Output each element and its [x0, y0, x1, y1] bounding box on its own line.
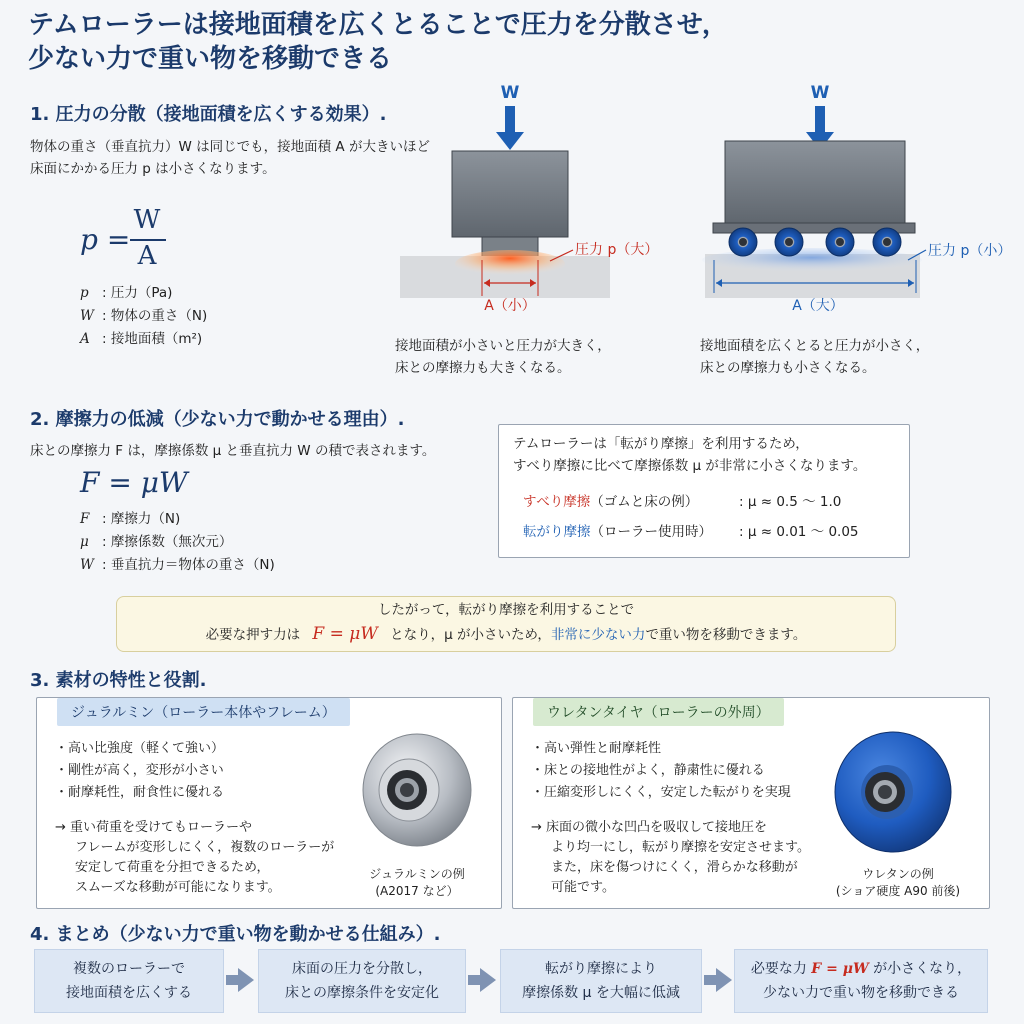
duralumin-note: → 重い荷重を受けてもローラーや フレームが変形しにくく，複数のローラーが 安定して荷重を分担できるため， スムーズな移動が可能になります。	[55, 820, 335, 895]
legend-row-w2: W : 垂直抗力＝物体の重さ（N)	[80, 557, 275, 573]
summary-step-3: 転がり摩擦により 摩擦係数 μ を大幅に低減	[500, 949, 702, 1013]
heavy-block-on-rollers	[725, 141, 905, 224]
area-label-small: A（小）	[484, 298, 536, 314]
conclusion-line-2: 必要な押す力は F = μW となり，μ が小さいため，非常に少ない力で重い物を移動できます。	[205, 624, 807, 644]
section-2-desc: 床との摩擦力 F は，摩擦係数 μ と垂直抗力 W の積で表されます。	[30, 443, 436, 459]
summary-step-2: 床面の圧力を分散し， 床との摩擦条件を安定化	[258, 949, 466, 1013]
weight-label-left: W	[500, 83, 520, 103]
legend-row-a: A : 接地面積（m²)	[80, 331, 203, 347]
section-1-desc-line-2: 床面にかかる圧力 p は小さくなります。	[30, 161, 276, 177]
section-1-desc-line-1: 物体の重さ（垂直抗力）W は同じでも，接地面積 A が大きいほど	[30, 139, 430, 155]
friction-comparison-box	[498, 424, 910, 558]
title-line-2: 少ない力で重い物を移動できる	[28, 44, 393, 74]
pressure-label-small: 圧力 p（小）	[928, 243, 1012, 259]
urethane-bullets: ・高い弾性と耐摩耗性 ・床との接地性がよく，静粛性に優れる ・圧縮変形しにくく，安定した転がりを実現	[531, 741, 791, 800]
box-line-2: すべり摩擦に比べて摩擦係数 μ が非常に小さくなります。	[513, 458, 867, 474]
urethane-image-caption: ウレタンの例 (ショア硬度 A90 前後)	[835, 867, 961, 898]
legend-row-w: W : 物体の重さ（N)	[80, 308, 208, 324]
legend-row-f: F : 摩擦力（N)	[80, 511, 181, 527]
large-area-caption: 接地面積を広くとると圧力が小さく， 床との摩擦力も小さくなる。	[700, 338, 930, 376]
duralumin-bullets: ・高い比強度（軽くて強い） ・剛性が高く，変形が小さい ・耐摩耗性，耐食性に優れる	[55, 741, 225, 800]
pressure-label-large: 圧力 p（大）	[575, 242, 659, 258]
arrow-right-icon	[468, 968, 496, 992]
summary-step-1: 複数のローラーで 接地面積を広くする	[34, 949, 224, 1013]
pressure-formula	[80, 205, 200, 275]
large-area-diagram	[700, 78, 1016, 318]
urethane-tire-image	[831, 726, 955, 854]
small-area-caption: 接地面積が小さいと圧力が大きく， 床との摩擦力も大きくなる。	[395, 338, 611, 376]
urethane-note: → 床面の微小な凹凸を吸収して接地圧を より均一にし，転がり摩擦を安定させます。 また，床を傷つけにくく，滑らかな移動が 可能です。	[531, 820, 810, 895]
arrow-right-icon	[226, 968, 254, 992]
conclusion-box	[116, 596, 896, 652]
duralumin-tag: ジュラルミン（ローラー本体やフレーム）	[57, 698, 350, 726]
urethane-card	[512, 697, 990, 909]
conclusion-line-1: したがって，転がり摩擦を利用することで	[377, 602, 635, 618]
section-2-heading: 2. 摩擦力の低減（少ない力で動かせる理由）.	[30, 409, 405, 430]
section-4-heading: 4. まとめ（少ない力で重い物を動かせる仕組み）.	[30, 924, 441, 945]
summary-step-4: 必要な力 F = μW が小さくなり， 少ない力で重い物を移動できる	[734, 949, 988, 1013]
duralumin-image-caption: ジュラルミンの例 (A2017 など）	[369, 867, 465, 898]
sliding-friction-row: すべり摩擦（ゴムと床の例） : μ ≈ 0.5 ～ 1.0	[523, 494, 842, 510]
legend-row-p: p : 圧力（Pa)	[80, 285, 173, 301]
box-line-1: テムローラーは「転がり摩擦」を利用するため，	[513, 436, 809, 452]
duralumin-roller-image	[357, 728, 477, 848]
formula-denominator: A	[137, 241, 157, 271]
pressure-legend	[80, 282, 207, 351]
area-label-large: A（大）	[792, 298, 844, 314]
rolling-friction-row: 転がり摩擦（ローラー使用時） : μ ≈ 0.01 ～ 0.05	[523, 524, 859, 540]
legend-row-mu: μ : 摩擦係数（無次元）	[80, 534, 233, 550]
section-1-heading: 1. 圧力の分散（接地面積を広くする効果）.	[30, 104, 387, 125]
section-3-heading: 3. 素材の特性と役割.	[30, 670, 207, 691]
formula-lhs: p =	[80, 223, 131, 256]
friction-formula: F = μW	[80, 466, 188, 499]
section-1-desc	[30, 136, 450, 180]
small-area-diagram	[395, 78, 685, 318]
down-arrow-icon	[496, 106, 524, 150]
urethane-tag: ウレタンタイヤ（ローラーの外周）	[533, 698, 784, 726]
pressure-glow	[455, 250, 565, 278]
heavy-block	[452, 151, 568, 237]
page-title	[28, 8, 1008, 76]
weight-label-right: W	[810, 83, 830, 103]
duralumin-card	[36, 697, 502, 909]
arrow-right-icon	[704, 968, 732, 992]
title-line-1: テムローラーは接地面積を広くとることで圧力を分散させ，	[28, 10, 728, 40]
formula-numerator: W	[133, 205, 161, 235]
friction-legend	[80, 508, 275, 577]
